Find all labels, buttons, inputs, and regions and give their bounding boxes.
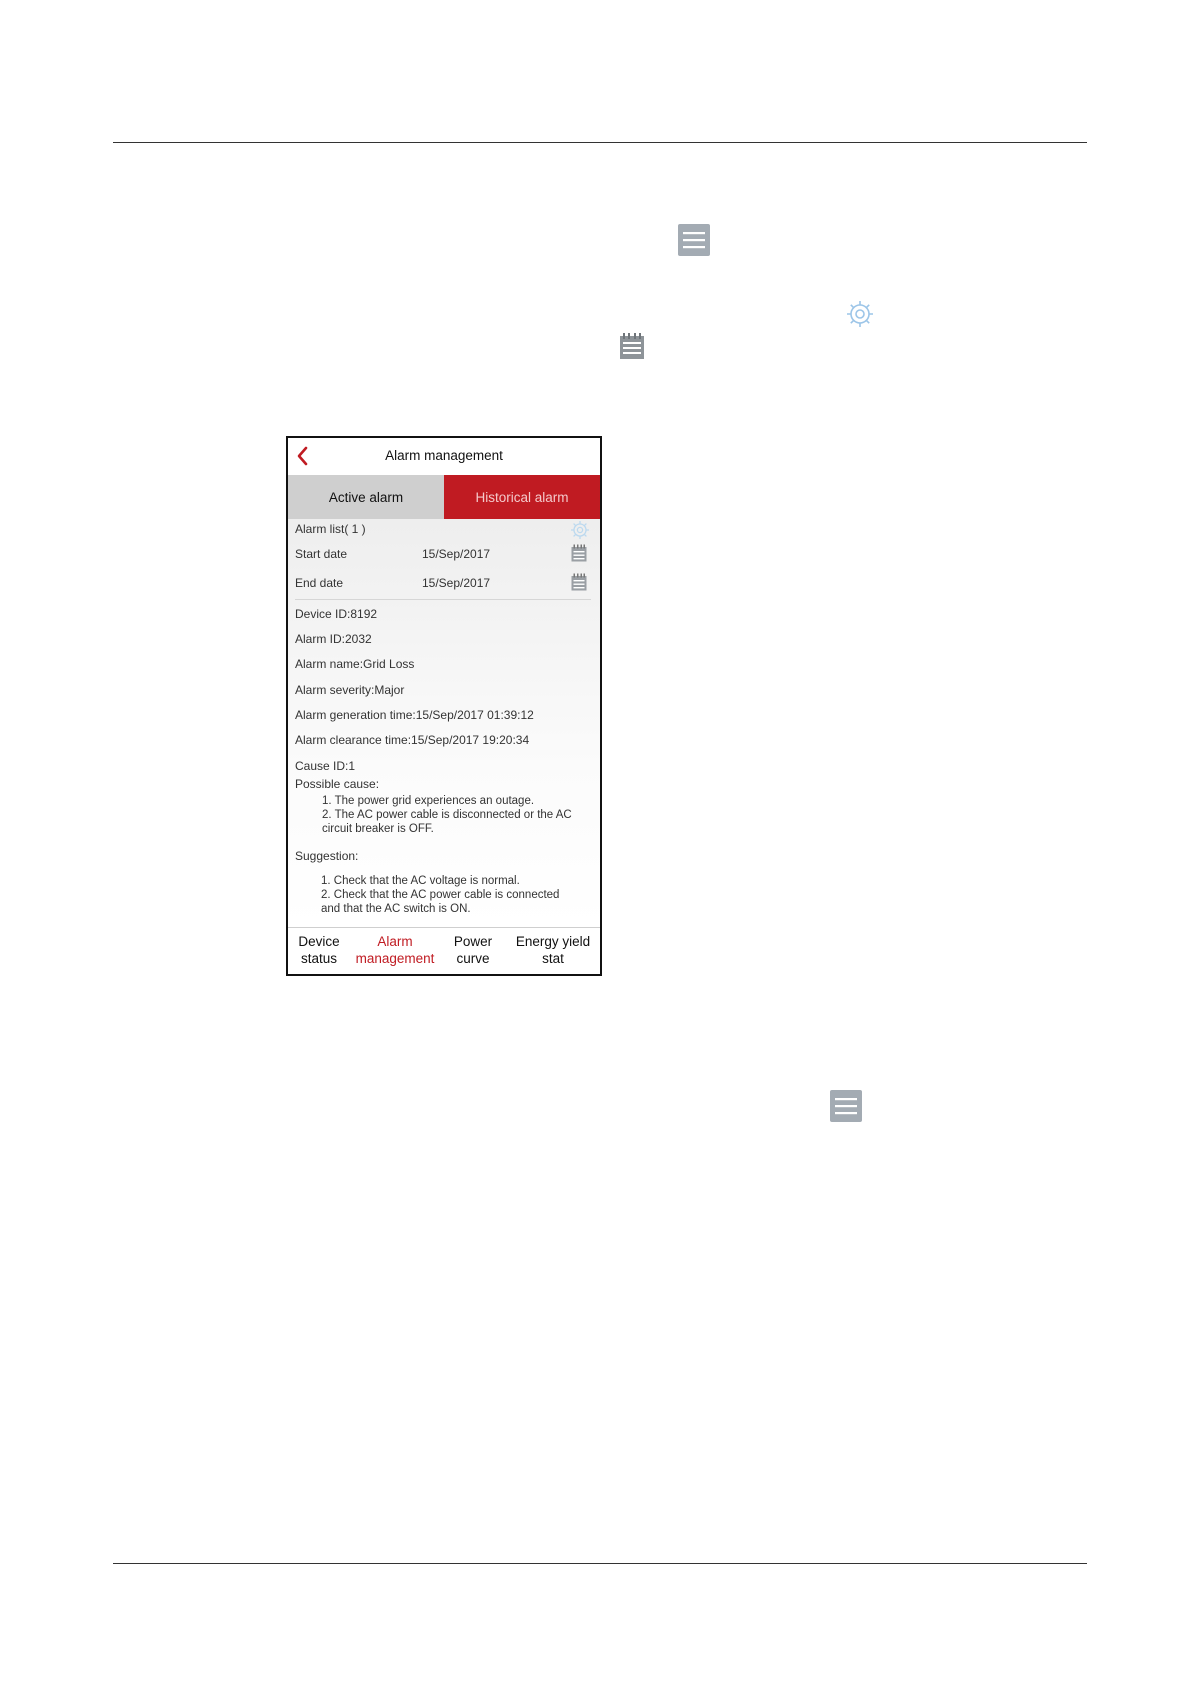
calendar-icon[interactable] <box>571 573 587 591</box>
nav-label: stat <box>542 950 564 966</box>
nav-label: Device <box>298 934 340 949</box>
alarm-clearance-time: Alarm clearance time:15/Sep/2017 19:20:34 <box>295 733 530 747</box>
nav-label: Energy yield <box>515 934 591 949</box>
nav-label: management <box>355 950 435 966</box>
list-item: circuit breaker is OFF. <box>322 823 434 835</box>
nav-label: Alarm <box>377 934 413 949</box>
bottom-nav <box>288 927 600 975</box>
settings-gear-icon[interactable] <box>570 520 590 540</box>
possible-cause-label: Possible cause: <box>295 777 380 791</box>
suggestion-list <box>321 874 559 916</box>
cause-id: Cause ID:1 <box>295 759 356 773</box>
alarm-list-label: Alarm list( 1 ) <box>295 522 366 536</box>
title-bar <box>288 438 600 475</box>
tab-active-alarm[interactable]: Active alarm <box>288 475 444 519</box>
footer-rule <box>113 1563 1087 1564</box>
alarm-tabs <box>288 475 600 519</box>
nav-device-status[interactable] <box>288 928 350 975</box>
nav-alarm-management[interactable] <box>350 928 440 975</box>
alarm-id: Alarm ID:2032 <box>295 632 372 646</box>
page-title: Alarm management <box>385 448 503 463</box>
alarm-name: Alarm name:Grid Loss <box>295 657 415 671</box>
possible-cause-list <box>322 794 572 836</box>
list-item: 1. The power grid experiences an outage. <box>322 795 535 807</box>
list-item: and that the AC switch is ON. <box>321 903 471 915</box>
nav-energy-yield-stat[interactable] <box>506 928 600 975</box>
nav-label: status <box>300 950 338 966</box>
nav-label: curve <box>456 950 490 966</box>
calendar-icon[interactable] <box>571 544 587 562</box>
device-id: Device ID:8192 <box>295 607 378 621</box>
nav-label: Power <box>453 934 493 949</box>
header-rule <box>113 142 1087 143</box>
alarm-generation-time: Alarm generation time:15/Sep/2017 01:39:12 <box>295 708 534 722</box>
suggestion-label: Suggestion: <box>295 849 359 863</box>
list-divider <box>295 599 591 600</box>
menu-icon <box>830 1090 862 1122</box>
alarm-management-screen <box>286 436 602 976</box>
list-item: 2. The AC power cable is disconnected or the AC <box>322 809 572 821</box>
alarm-severity: Alarm severity:Major <box>295 683 405 697</box>
start-date-value[interactable]: 15/Sep/2017 <box>422 547 491 561</box>
end-date-value[interactable]: 15/Sep/2017 <box>422 576 491 590</box>
alarm-content <box>288 519 600 927</box>
settings-gear-icon <box>845 299 875 329</box>
start-date-label: Start date <box>295 547 348 561</box>
end-date-label: End date <box>295 576 344 590</box>
menu-icon <box>678 224 710 256</box>
tab-historical-alarm[interactable]: Historical alarm <box>444 475 600 519</box>
calendar-icon <box>619 332 645 360</box>
list-item: 1. Check that the AC voltage is normal. <box>321 875 520 887</box>
nav-power-curve[interactable] <box>440 928 506 975</box>
list-item: 2. Check that the AC power cable is connected <box>321 889 560 901</box>
